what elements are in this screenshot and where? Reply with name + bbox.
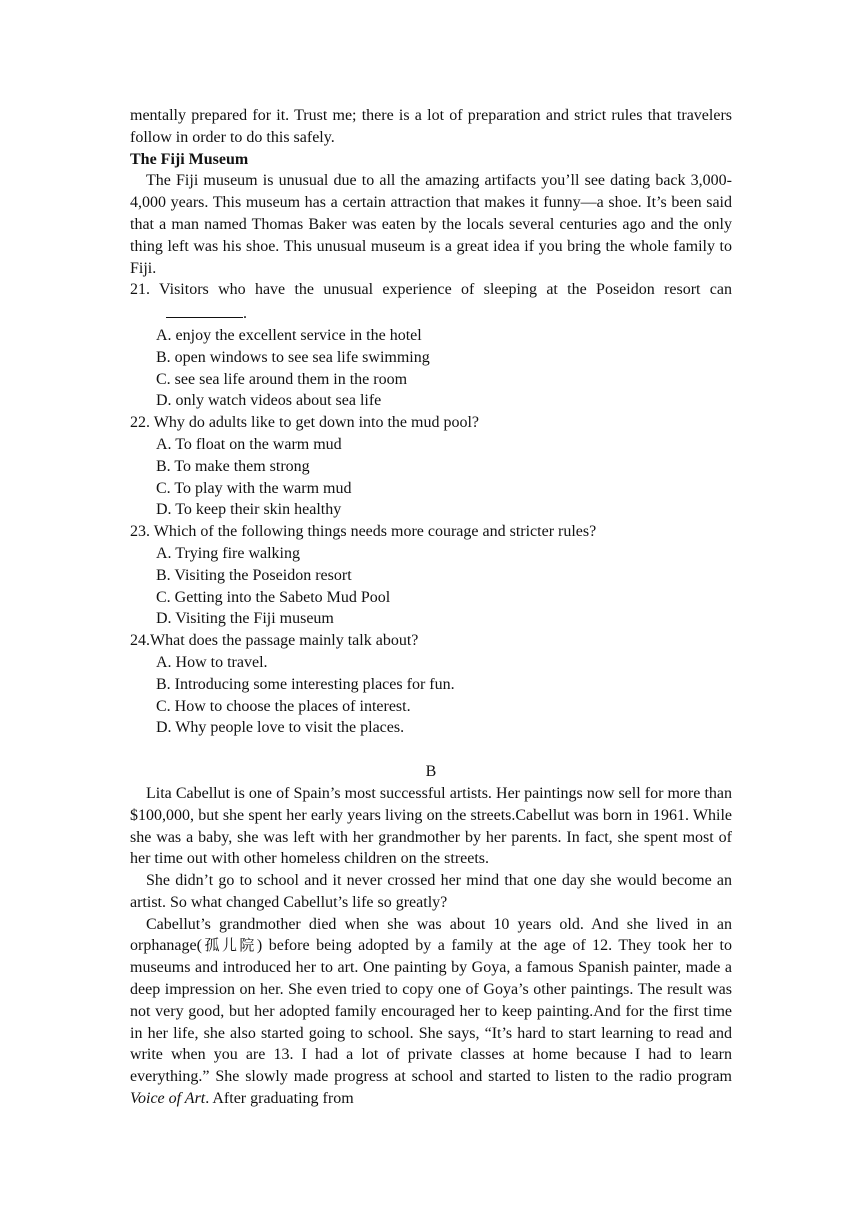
option-b: B. Visiting the Poseidon resort	[156, 566, 352, 584]
option-d: D. only watch videos about sea life	[156, 392, 382, 410]
option-c: C. To play with the warm mud	[156, 479, 352, 497]
paragraph-text: ) before being adopted by a family at the age of 12. They took her to museums and introduced her to art. One painting by Goya, a famous Spanish painter, made a deep impression on her. She even tried to copy one of Goya’s other paintings. The result was not very good, but her adopted family encouraged her to keep painting.And for the first time in her life, she also started going to school. She says, “It’s hard to start learning to read and write when you are 13. I had a lot of private classes at home because I had to learn everything.” She slowly made progress at school and started to listen to the radio program	[130, 937, 732, 1086]
option-c: C. How to choose the places of interest.	[156, 697, 411, 715]
option-b: B. open windows to see sea life swimming	[156, 348, 430, 366]
option-c: C. see sea life around them in the room	[156, 370, 408, 388]
passage-a-paragraph-end: mentally prepared for it. Trust me; there is a lot of preparation and strict rules that travelers follow in order to do this safely.	[130, 107, 732, 146]
option-c: C. Getting into the Sabeto Mud Pool	[156, 588, 391, 606]
question-23	[130, 521, 732, 630]
question-stem-end: .	[243, 305, 247, 323]
passage-b-paragraph-1: Lita Cabellut is one of Spain’s most successful artists. Her paintings now sell for more than $100,000, but she spent her early years living on the streets.Cabellut was born in 1961. While she was a baby, she was left with her grandmother by her parents. In fact, she spent most of her time out with other homeless children on the streets.	[130, 784, 732, 868]
question-stem	[130, 279, 732, 325]
section-letter: B	[425, 763, 437, 781]
question-stem: 23. Which of the following things needs more courage and stricter rules?	[130, 523, 597, 541]
question-stem: 22. Why do adults like to get down into the mud pool?	[130, 414, 479, 432]
passage-a-paragraph-fiji: The Fiji museum is unusual due to all the amazing artifacts you’ll see dating back 3,000-4,000 years. This museum has a certain attraction that makes it funny—a shoe. It’s been said that a man named Thomas Baker was eaten by the locals several centuries ago and the only thing left was his shoe. This unusual museum is a great idea if you bring the whole family to Fiji.	[130, 172, 732, 277]
answer-blank	[166, 301, 243, 318]
question-21	[130, 279, 732, 412]
paragraph-text: Cabellut’s grandmother died when she was about 10 years old. And she lived in an orphanage(	[130, 915, 732, 955]
option-a: A. enjoy the excellent service in the hotel	[156, 326, 422, 344]
option-d: D. To keep their skin healthy	[156, 501, 342, 519]
paragraph-text: . After graduating from	[205, 1090, 354, 1108]
option-a: A. To float on the warm mud	[156, 435, 342, 453]
passage-b-paragraph-2: She didn’t go to school and it never crossed her mind that one day she would become an artist. So what changed Cabellut’s life so greatly?	[130, 872, 732, 911]
option-d: D. Visiting the Fiji museum	[156, 610, 334, 628]
option-d: D. Why people love to visit the places.	[156, 719, 405, 737]
question-22	[130, 412, 732, 521]
option-a: A. Trying fire walking	[156, 544, 300, 562]
document-page	[130, 105, 732, 1110]
radio-program-title: Voice of Art	[130, 1090, 206, 1108]
option-b: B. Introducing some interesting places for fun.	[156, 675, 455, 693]
option-a: A. How to travel.	[156, 653, 268, 671]
section-heading: The Fiji Museum	[130, 150, 249, 168]
passage-b-paragraph-3	[130, 914, 732, 1110]
chinese-gloss: 孤儿院	[201, 936, 257, 955]
question-stem-text: 21. Visitors who have the unusual experience of sleeping at the Poseidon resort can	[130, 281, 732, 299]
option-b: B. To make them strong	[156, 457, 310, 475]
question-24	[130, 630, 732, 739]
question-stem: 24.What does the passage mainly talk about?	[130, 632, 419, 650]
